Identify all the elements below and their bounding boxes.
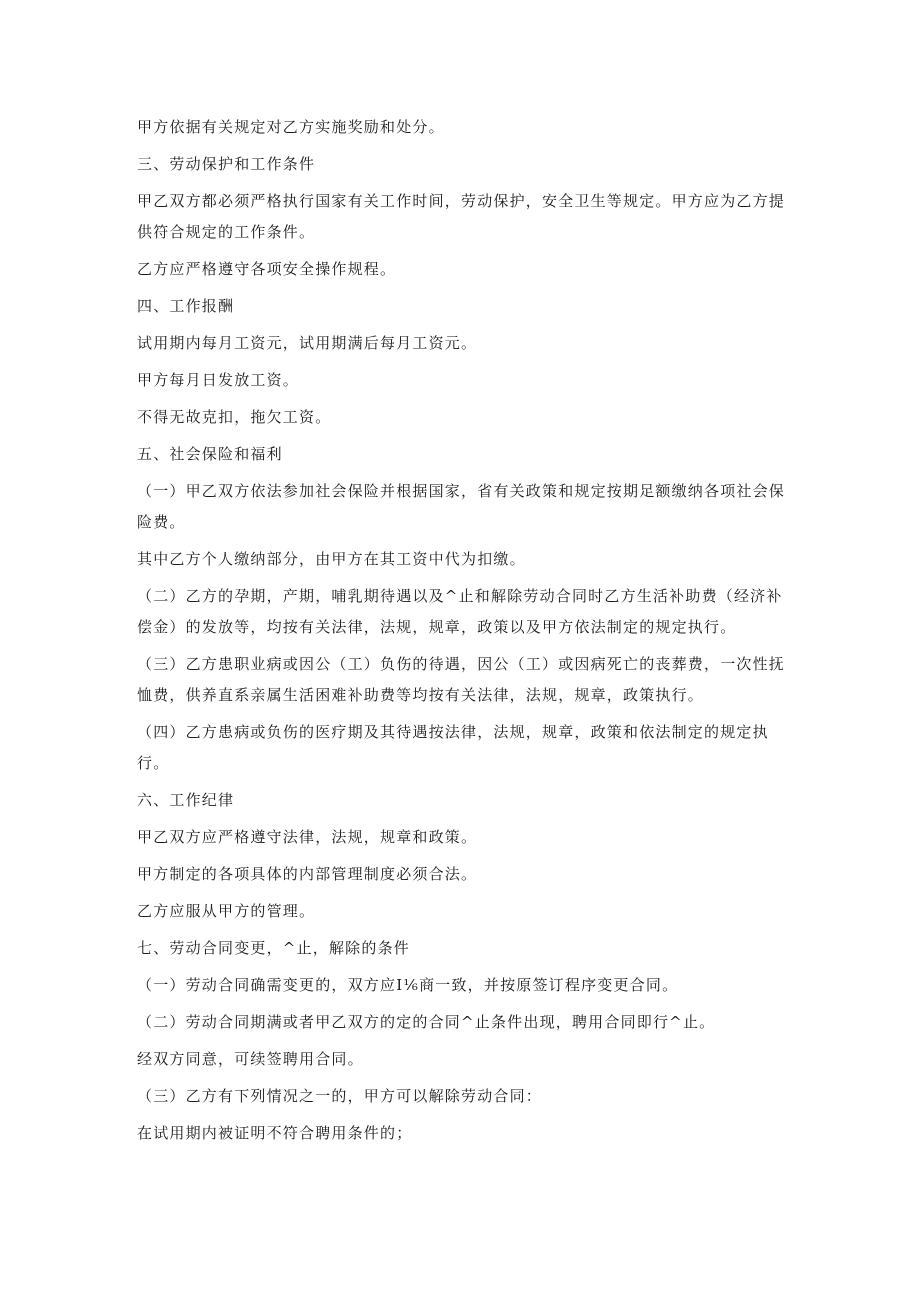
paragraph-insurance-2: （二）乙方的孕期，产期，哺乳期待遇以及^止和解除劳动合同时乙方生活补助费（经济补偿金）的发放等，均按有关法律，法规，规章，政策以及甲方依法制定的规定执行。 (137, 587, 783, 636)
paragraph-pay-day: 甲方每月日发放工资。 (137, 371, 300, 389)
paragraph-internal-rules: 甲方制定的各项具体的内部管理制度必须合法。 (137, 865, 478, 883)
paragraph-insurance-4: （四）乙方患病或负伤的医疗期及其待遇按法律，法规，规章，政策和依法制定的规定执行。 (137, 723, 769, 772)
paragraph-obey-law: 甲乙双方应严格遵守法律，法规，规章和政策。 (137, 828, 478, 846)
section-heading-discipline: 六、工作纪律 (137, 791, 235, 809)
paragraph-insurance-3: （三）乙方患职业病或因公（工）负伤的待遇，因公（工）或因病死亡的丧葬费，一次性抚恤费，供养直系亲属生活困难补助费等均按有关法律，法规，规章，政策执行。 (137, 655, 786, 704)
paragraph-insurance-1: （一）甲乙双方依法参加社会保险并根据国家，省有关政策和规定按期足额缴纳各项社会保险费。 (137, 482, 786, 531)
section-heading-social-insurance: 五、社会保险和福利 (137, 445, 283, 463)
paragraph-rewards: 甲方依据有关规定对乙方实施奖励和处分。 (137, 118, 445, 136)
section-heading-labor-protection: 三、劳动保护和工作条件 (137, 155, 316, 173)
paragraph-change-3: （三）乙方有下列情况之一的，甲方可以解除劳动合同： (137, 1087, 543, 1105)
paragraph-obey-management: 乙方应服从甲方的管理。 (137, 902, 316, 920)
paragraph-renewal: 经双方同意，可续签聘用合同。 (137, 1050, 364, 1068)
section-heading-contract-changes: 七、劳动合同变更，^止，解除的条件 (137, 939, 410, 957)
paragraph-wages: 试用期内每月工资元，试用期满后每月工资元。 (137, 334, 478, 352)
paragraph-change-2: （二）劳动合同期满或者甲乙双方的定的合同^止条件出现，聘用合同即行^止。 (137, 1013, 716, 1031)
paragraph-probation-failure: 在试用期内被证明不符合聘用条件的； (137, 1124, 413, 1142)
section-heading-remuneration: 四、工作报酬 (137, 297, 235, 315)
paragraph-change-1: （一）劳动合同确需变更的，双方应I⅙商一致，并按原签订程序变更合同。 (137, 976, 679, 994)
paragraph-no-deduction: 不得无故克扣，拖欠工资。 (137, 408, 332, 426)
paragraph-safety-rules: 乙方应严格遵守各项安全操作规程。 (137, 260, 397, 278)
document-body (137, 112, 789, 1149)
paragraph-working-conditions: 甲乙双方都必须严格执行国家有关工作时间，劳动保护，安全卫生等规定。甲方应为乙方提供符合规定的工作条件。 (137, 192, 786, 241)
paragraph-insurance-withholding: 其中乙方个人缴纳部分，由甲方在其工资中代为扣缴。 (137, 550, 526, 568)
